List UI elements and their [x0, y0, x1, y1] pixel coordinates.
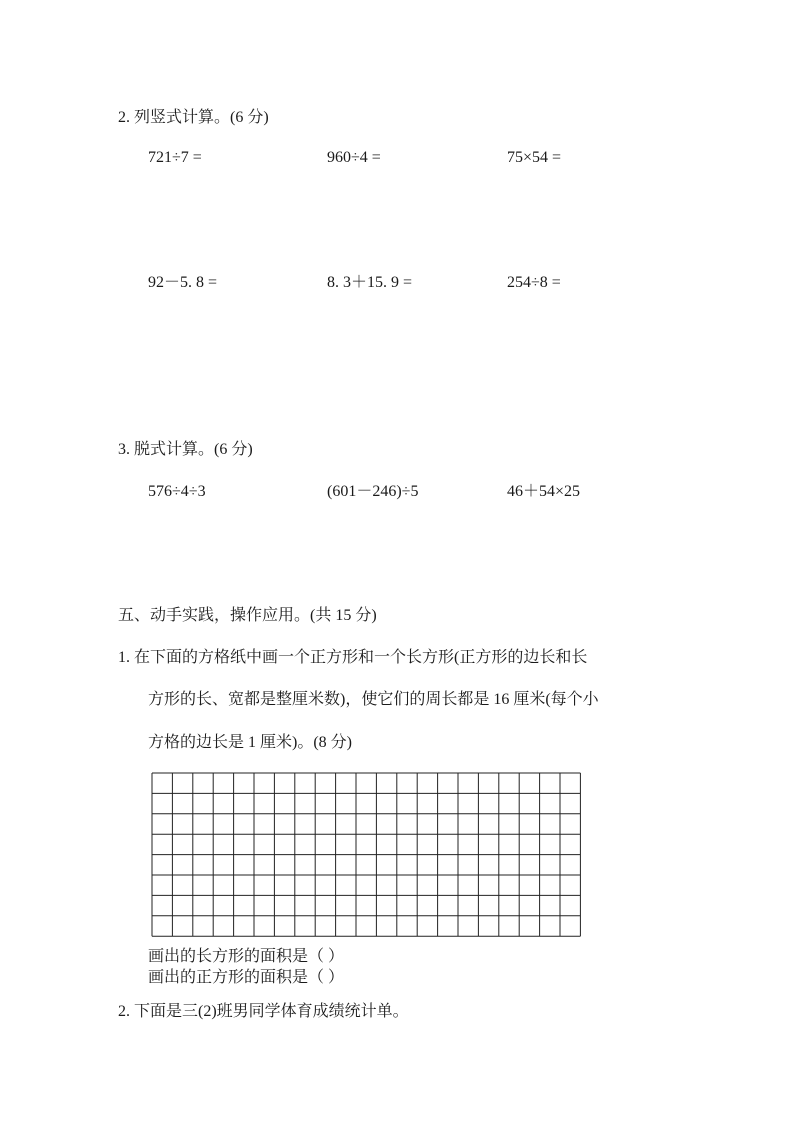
s5-q1-answer-rect: 画出的长方形的面积是（ ）: [148, 948, 345, 965]
s5-q1-line3: 方格的边长是 1 厘米)。(8 分): [148, 734, 352, 751]
s5-q1-line2: 方形的长、宽都是整厘米数)，使它们的周长都是 16 厘米(每个小: [148, 691, 599, 708]
q2-expr-1: 721÷7 =: [148, 149, 202, 166]
q2-expr-5: 8. 3＋15. 9 =: [327, 274, 413, 291]
s5-q1-answer-square: 画出的正方形的面积是（ ）: [148, 969, 345, 986]
grid-paper[interactable]: [151, 772, 581, 938]
q2-expr-2: 960÷4 =: [327, 149, 381, 166]
q3-expr-1: 576÷4÷3: [148, 483, 206, 500]
q2-expr-4: 92－5. 8 =: [148, 274, 218, 291]
section5-heading: 五、动手实践，操作应用。(共 15 分): [118, 607, 377, 624]
q2-heading: 2. 列竖式计算。(6 分): [118, 109, 269, 126]
q2-expr-3: 75×54 =: [507, 149, 562, 166]
q3-heading: 3. 脱式计算。(6 分): [118, 441, 253, 458]
grid-paper-svg[interactable]: [151, 772, 581, 938]
q3-expr-2: (601－246)÷5: [327, 483, 419, 500]
s5-q1-line1: 1. 在下面的方格纸中画一个正方形和一个长方形(正方形的边长和长: [118, 649, 588, 666]
s5-q2-line1: 2. 下面是三(2)班男同学体育成绩统计单。: [118, 1003, 409, 1020]
q3-expr-3: 46＋54×25: [507, 483, 581, 500]
q2-expr-6: 254÷8 =: [507, 274, 561, 291]
